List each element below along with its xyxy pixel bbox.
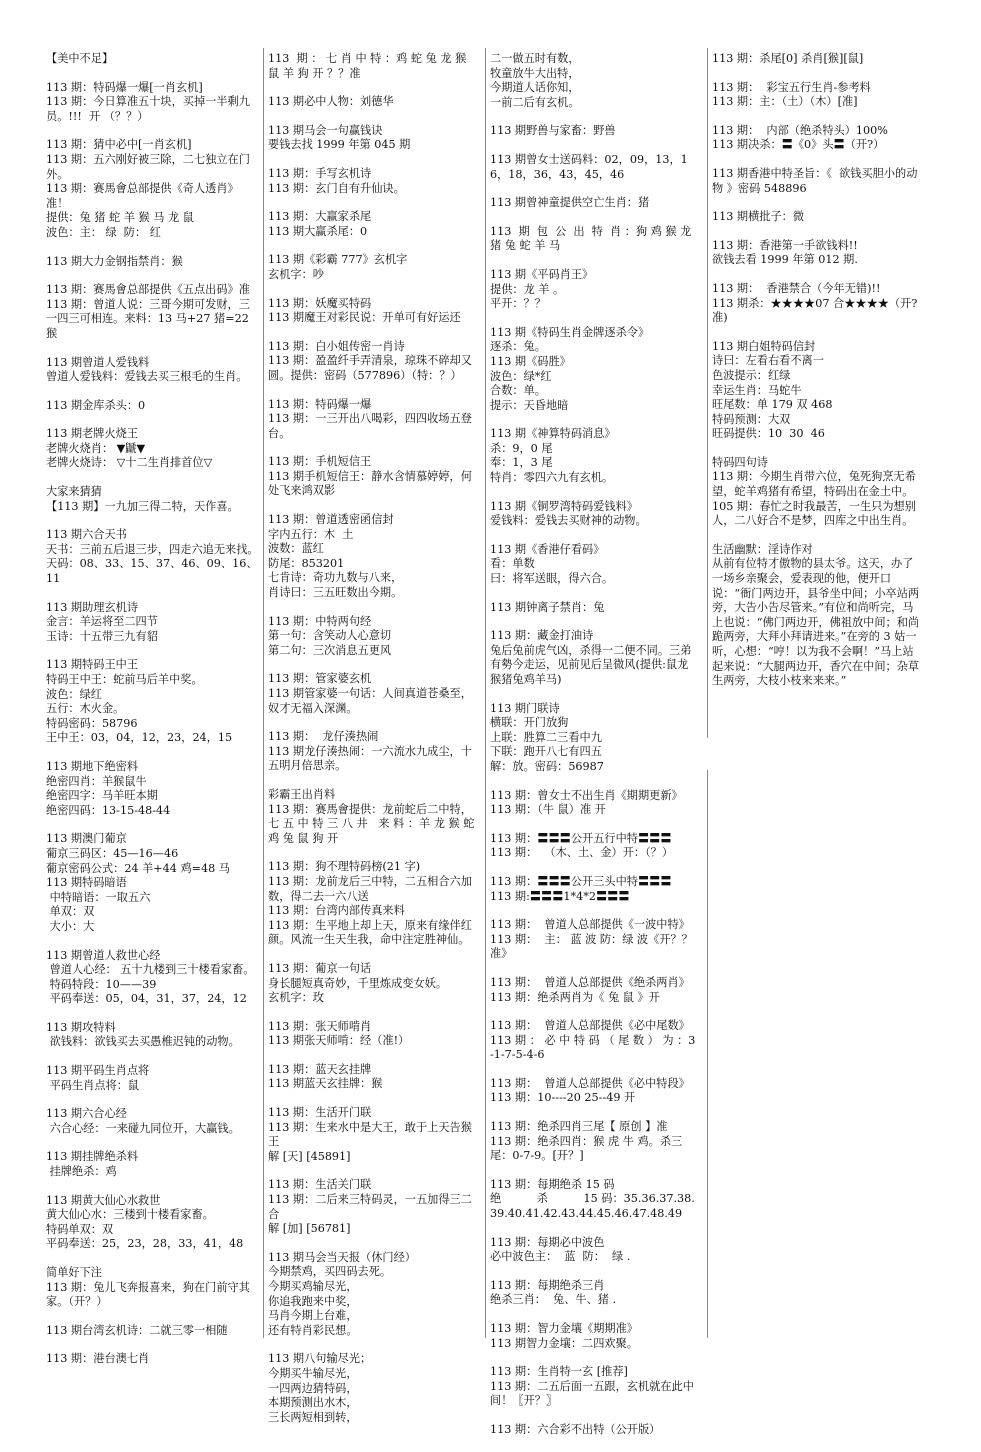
text-line: 113 期：曾女士不出生肖《期期更新》 — [490, 788, 683, 802]
text-block — [46, 1352, 260, 1367]
text-block — [490, 1077, 698, 1106]
text-block — [712, 81, 922, 110]
text-line: 113 期《平码肖王》 — [490, 267, 594, 281]
text-line: 113 期金库杀头：0 — [46, 398, 146, 412]
text-line: 113 期管家婆一句话：人间真道苍桑至，奴才无福入深渊。 — [268, 687, 472, 715]
text-block — [268, 1251, 476, 1339]
text-line: 今期禁鸡，买四码去死。 — [268, 1265, 392, 1279]
text-line: 【113 期】一九加三得二特，天作喜。 — [46, 499, 239, 513]
text-line: 必中波色主： 蓝 防： 绿 . — [490, 1250, 631, 1264]
text-line: 上联：胜算二三看中九 — [490, 730, 602, 744]
text-line: 彩霸王出肖料 — [268, 787, 336, 801]
text-line: 113 期：狗不理特码榜(21 字) — [268, 860, 421, 874]
text-line: 113 期《神算特码消息》 — [490, 427, 616, 441]
text-block — [490, 918, 698, 962]
text-block — [712, 456, 922, 529]
text-line: 你追我跑来中奖， — [268, 1294, 358, 1308]
text-line: 欲钱去看 1999 年第 012 期. — [712, 253, 858, 267]
text-line: 欲钱料：欲钱买去买愚椎迟钝的动物。 — [46, 1035, 240, 1049]
text-block — [46, 485, 260, 514]
text-line: 113 期六合心经 — [46, 1107, 127, 1121]
text-line: 113 期：港台澳七肖 — [46, 1352, 150, 1366]
text-line: 诗曰：左看右看不离一 — [712, 354, 824, 368]
text-line: 三长两短相到转， — [268, 1410, 358, 1424]
text-line: 113 期特码王中王 — [46, 658, 139, 672]
text-block — [46, 601, 260, 645]
text-line: 今期道人话你知， — [490, 81, 580, 95]
text-line: 波色：绿*红 — [490, 369, 552, 383]
text-block — [712, 543, 922, 689]
text-line: 六合心经：一来碰九同位开，大赢钱。 — [46, 1121, 240, 1135]
text-line: 113 期大力金钢指禁肖：猴 — [46, 254, 183, 268]
text-line: 玄机字：玫 — [268, 991, 324, 1005]
text-line: 113 期：特码爆一爆[一肖玄机] — [46, 80, 203, 94]
text-line: 113 期：二后来三特码灵，一五加得三二合 — [268, 1193, 472, 1221]
text-line: 113 期：今期生肖带六位，兔死狗烹无希望，蛇羊鸡猪有希望，特码出在金土中。 — [712, 470, 916, 499]
text-line: 113 期助理玄机诗 — [46, 600, 139, 614]
text-line: 今期买鸡输尽光， — [268, 1280, 358, 1293]
column-divider — [485, 48, 486, 1338]
text-line: 113 期：生活开门联 — [268, 1106, 372, 1120]
text-block — [46, 1266, 260, 1310]
text-line: 113 期张天师啃：经（准!） — [268, 1034, 410, 1048]
text-block — [490, 196, 698, 211]
text-line: 113 期： 内部（绝杀特头）100% — [712, 123, 888, 137]
text-block — [490, 1279, 698, 1308]
text-line: 113 期特码暗语 — [46, 876, 127, 890]
text-block — [712, 124, 922, 153]
text-block — [490, 1322, 698, 1351]
text-line: 113 期： 主： 蓝 波 防：绿 波《开？？准》 — [490, 932, 693, 961]
text-line: 113 期：绝杀四肖：猴 虎 牛 鸡。杀三尾：0-7-9。[开？] — [490, 1134, 683, 1163]
text-line: 113 期：智力金壤《期期准》 — [490, 1322, 638, 1335]
text-line: 113 期马会一句赢钱诀 — [268, 123, 383, 137]
text-line: 本期预测出水木， — [268, 1396, 358, 1410]
text-block — [46, 52, 260, 67]
text-line: 提供：兔 猪 蛇 羊 猴 马 龙 鼠 — [46, 211, 194, 225]
text-line: 要钱去找 1999 年第 045 期 — [268, 138, 411, 152]
text-line: 防尾：853201 — [268, 556, 345, 570]
text-block — [46, 138, 260, 240]
text-line: 提供：龙 羊 。 — [490, 282, 565, 296]
text-line: 曾道人心经： 五十九楼到三十楼看家畜。 — [46, 963, 255, 977]
text-line: 113 期：生平地上却上天，原来有缘伴红颜。风流一生天生我，命中注定胜神仙。 — [268, 918, 472, 947]
text-line: 113 期： 曾道人总部提供《必中尾数》 — [490, 1019, 690, 1033]
text-line: 马肖今期上台难， — [268, 1309, 358, 1323]
text-line: 大小：大 — [46, 919, 95, 933]
text-line: 113 期：绝杀四肖三尾【 原创 】准 — [490, 1120, 668, 1134]
text-line: 113 期：手写玄机诗 — [268, 166, 372, 180]
text-block — [268, 1063, 476, 1092]
text-line: 旺码提供：10 30 46 — [712, 427, 825, 441]
text-line: 113 期： （木、土、金）开：（？） — [490, 846, 674, 860]
text-line: 解 [天] [45891] — [268, 1149, 351, 1163]
text-line: 一前二后有玄机。 — [490, 95, 580, 109]
text-block — [268, 1352, 476, 1425]
text-line: 绝密四码：13-15-48-44 — [46, 803, 171, 817]
text-line: 113 期： 曾道人总部提供《绝杀两肖》 — [490, 975, 690, 989]
text-line: 113 期：香港第一手欲钱料!! — [712, 238, 858, 252]
text-block — [490, 500, 698, 529]
text-block — [490, 629, 698, 687]
text-line: 113 期：赛馬會总部提供《五点出码》准 — [46, 283, 250, 297]
text-line: 113 期野兽与家畜：野兽 — [490, 124, 616, 138]
text-line: 113 期《铜罗湾特码爱钱料》 — [490, 499, 638, 513]
text-block — [268, 210, 476, 239]
text-line: 爱钱料：爱钱去买财神的动物。 — [490, 514, 647, 528]
text-block — [268, 455, 476, 499]
text-block — [490, 268, 698, 312]
text-block — [268, 513, 476, 601]
text-line: 113 期：猜中必中[一肖玄机] — [46, 138, 192, 152]
text-line: 113 期必中人物：刘德华 — [268, 95, 394, 109]
text-line: 绝 杀 15 码：35.36.37.38.39.40.41.42.43.44.45.46.47.48.49 — [490, 1192, 695, 1221]
text-block — [46, 1324, 260, 1339]
text-column-1 — [46, 52, 260, 1381]
text-line: 113 期龙仔湊热闹：一六流水九成尘，十五明月倍思亲。 — [268, 744, 472, 773]
text-line: 113 期马会当天报（休门经） — [268, 1250, 416, 1264]
text-block — [268, 297, 476, 326]
text-line: 113 期：赛馬會提供：龙前蛇后二中特，七 五 中 特 三 八 井 来 料 ：羊 龙 猴 蛇 鸡 兔 鼠 狗 开 — [268, 802, 478, 845]
text-line: 逐杀：兔。 — [490, 340, 546, 354]
text-line: 解：放。密码：56987 — [490, 759, 604, 773]
text-line: 113 期大赢杀尾：0 — [268, 224, 368, 238]
text-line: 特码密码：58796 — [46, 716, 138, 730]
text-block — [268, 253, 476, 282]
text-line: 杀：9，0 尾 — [490, 441, 553, 455]
text-line: 特码特段：10——39 — [46, 977, 157, 991]
text-line: 113 期：每期绝杀 15 码 — [490, 1177, 615, 1191]
column-divider — [707, 770, 708, 1338]
text-line: 113 期 包 公 出 特 肖 ：狗 鸡 猴 龙 猪 兔 蛇 羊 马 — [490, 224, 695, 253]
text-line: 113 期：龙前龙后三中特，二五相合六加数，得二去一六八送 — [268, 874, 472, 903]
text-line: 合数：单。 — [490, 384, 546, 398]
text-line: 113 期魔王对彩民说：开单可有好运还 — [268, 311, 461, 325]
text-line: 色波提示：红绿 — [712, 368, 791, 382]
text-block — [46, 949, 260, 1007]
text-line: 【美中不足】 — [46, 52, 114, 65]
text-line: 113 期： 曾道人总部提供《必中特段》 — [490, 1076, 690, 1090]
text-line: 113 期曾道人爱钱料 — [46, 355, 150, 369]
text-line: 113 期：赛馬會总部提供《奇人透肖》准！ — [46, 182, 239, 210]
text-block — [268, 52, 476, 81]
text-line: 曰：将军送眼，得六合。 — [490, 572, 614, 586]
text-line: 113 期：手机短信王 — [268, 455, 372, 469]
text-block — [490, 326, 698, 414]
text-line: 113 期香港中特圣旨：《 欲钱买胆小的动物 》密码 548896 — [712, 166, 918, 195]
text-block — [490, 225, 698, 254]
text-line: 金言：羊运将至二四节 — [46, 615, 158, 629]
text-line: 113 期决杀：〓《0》头〓（开?） — [712, 138, 885, 152]
text-block — [490, 601, 698, 616]
text-line: 113 期门联诗 — [490, 701, 560, 715]
text-line: 还有特肖彩民想。 — [268, 1323, 358, 1337]
text-line: 曾道人爱钱料：爱钱去买三根毛的生肖。 — [46, 370, 248, 384]
text-block — [490, 1236, 698, 1265]
text-block — [46, 528, 260, 586]
text-block — [268, 340, 476, 384]
text-block — [712, 167, 922, 196]
text-block — [46, 81, 260, 125]
text-block — [268, 124, 476, 153]
text-line: 第一句：含笑动人心意切 — [268, 629, 392, 643]
text-line: 113 期：（牛 鼠）准 开 — [490, 803, 606, 817]
text-block — [46, 1194, 260, 1252]
text-line: 113 期：玄门自有升仙诀。 — [268, 181, 405, 195]
text-line: 113 期：盈盈纤手弄清泉，琼珠不碎却又圆。提供：密码（577896）（特：？） — [268, 354, 472, 382]
text-line: 波数：蓝红 — [268, 542, 324, 556]
text-line: 113 期六合天书 — [46, 528, 127, 542]
text-line: 平码奉送：05，04，31，37，24，12 — [46, 992, 247, 1006]
text-line: 113 期平码生肖点将 — [46, 1064, 150, 1078]
text-line: 113 期：大赢家杀尾 — [268, 210, 372, 224]
column-divider — [263, 48, 264, 1338]
text-line: 113 期：妖魔买特码 — [268, 296, 372, 310]
text-line: 113 期《香港仔看码》 — [490, 542, 605, 556]
text-line: 身长腿短真奇妙，千里炼成变女妖。 — [268, 976, 448, 990]
text-block — [268, 730, 476, 774]
text-line: 113 期：生活关门联 — [268, 1178, 372, 1192]
text-block — [46, 283, 260, 341]
text-line: 113 期老牌火烧王 — [46, 427, 139, 441]
text-line: 提示：天昏地暗 — [490, 398, 569, 412]
text-line: 113 期：每期绝杀三肖 — [490, 1278, 605, 1292]
text-block — [46, 1107, 260, 1136]
text-line: 113 期：〓〓〓公开五行中特〓〓〓 — [490, 831, 672, 845]
text-block — [490, 1423, 698, 1438]
text-block — [268, 398, 476, 442]
text-line: 113 期：中特两句经 — [268, 614, 372, 628]
text-line: 兔后兔前虎气凶，杀得一二便不同。三弟有勢今走运，见前见后呈微风(提供:鼠龙猴猪兔鸡羊马) — [490, 643, 692, 686]
text-column-3 — [490, 52, 698, 1452]
text-line: 113 期：五六刚好被三除，二七独立在门外。 — [46, 152, 250, 181]
text-line: 113 期攻特料 — [46, 1020, 116, 1034]
text-line: 葡京密码公式：24 羊+44 鸡=48 马 — [46, 861, 230, 875]
text-block — [46, 399, 260, 414]
text-line: 113 期：葡京一句话 — [268, 961, 372, 975]
text-line: 玄机字：吵 — [268, 267, 324, 281]
text-line: 113 期：台湾内部传真来料 — [268, 904, 405, 918]
text-line: 113 期 ： 必 中 特 码 （ 尾 数 ） 为 ：3-1-7-5-4-6 — [490, 1033, 696, 1062]
text-line: 113 期：每期必中波色 — [490, 1235, 605, 1249]
text-line: 平开：？？ — [490, 297, 546, 311]
text-block — [712, 340, 922, 442]
text-line: 字内五行：木 土 — [268, 527, 354, 541]
text-line: 葡京三码区：45—16—46 — [46, 846, 179, 860]
text-line: 113 期：〓〓〓公开三头中特〓〓〓 — [490, 874, 672, 888]
text-block — [490, 875, 698, 904]
text-block — [490, 427, 698, 485]
text-line: 113 期：绝杀两肖为《 兔 鼠 》开 — [490, 990, 660, 1004]
text-line: 113 期： 香港禁合（今年无错)!! — [712, 281, 881, 295]
text-block — [490, 1019, 698, 1063]
text-block — [46, 427, 260, 471]
text-line: 五行：木火金。 — [46, 702, 125, 716]
text-line: 平码奉送：25，23，28，33，41，48 — [46, 1237, 244, 1251]
text-block — [46, 356, 260, 385]
text-line: 幸运生肖：马蛇牛 — [712, 383, 802, 397]
text-line: 113 期：生肖特一玄 [推荐] — [490, 1365, 628, 1379]
text-block — [268, 1020, 476, 1049]
text-line: 113 期：白小姐传密一肖诗 — [268, 339, 405, 353]
text-line: 看：单数 — [490, 557, 535, 571]
text-line: 王中王：03，04，12，23，24，15 — [46, 731, 233, 745]
text-line: 天书：三前五后退三步，四走六追无来找。 — [46, 542, 259, 556]
text-line: 113 期八句输尽光； — [268, 1352, 372, 1366]
text-block — [490, 1120, 698, 1164]
text-line: 肖诗曰：三五旺数出今期。 — [268, 586, 403, 600]
text-line: 绝密四字：马羊旺本期 — [46, 789, 158, 803]
text-line: 113 期黄大仙心水救世 — [46, 1193, 161, 1207]
text-line: 大家来猜猜 — [46, 485, 102, 499]
text-line: 中特暗语：一取五六 — [46, 890, 151, 904]
text-block — [490, 789, 698, 818]
text-line: 113 期：特码爆一爆 — [268, 397, 372, 411]
text-block — [46, 760, 260, 818]
text-block — [268, 962, 476, 1006]
text-line: 113 期澳门葡京 — [46, 832, 127, 846]
text-block — [490, 976, 698, 1005]
text-line: 113 期：曾道人说：三哥今期可发财，三一四三可相连。来料：13 马+27 猪=22 猴 — [46, 297, 253, 340]
text-line: 从前有位特才傲物的县太爷。这天，办了一场乡亲聚会，爱表现的他，便开口说：“衙门两边开，县爷坐中间；小卒站两旁，大告小告尽管来。”有位和尚听完，马上也说：“佛门两边开，佛祖放中间；和尚跪两旁，大拜小拜请进来。”在旁的 3 姑一听，心想：“哼！以为我不会啊！”马上站起来说：“大腿两边开，香穴在中间；杂草生两旁，大枝小枝来来来。” — [712, 557, 920, 688]
text-block — [268, 615, 476, 659]
text-line: 113 期手机短信王：静水含情慕婷婷，何处飞来鸿双影 — [268, 469, 472, 498]
text-line: 113 期台湾玄机诗：二就三零一相随 — [46, 1323, 228, 1337]
text-line: 挂牌绝杀：鸡 — [46, 1165, 117, 1179]
text-line: 单双：双 — [46, 905, 95, 919]
text-block — [268, 1178, 476, 1236]
text-block — [46, 1064, 260, 1093]
text-line: 113 期《码胜》 — [490, 354, 571, 368]
text-line: 113 期曾道人救世心经 — [46, 948, 161, 962]
text-block — [268, 95, 476, 110]
text-block — [712, 52, 922, 67]
text-block — [490, 1178, 698, 1222]
text-line: 113 期： 彩宝五行生肖-参考料 — [712, 80, 871, 94]
text-line: 113 期：一三开出八喝彩，四四收场五登台。 — [268, 412, 472, 440]
text-line: 七肯诗：奇功九数与八来， — [268, 571, 403, 585]
text-line: 113 期钟离子禁肖：兔 — [490, 600, 605, 614]
text-block — [712, 282, 922, 326]
text-line: 老牌火烧诗： ▽十二生肖排首位▽ — [46, 456, 213, 470]
text-line: 113 期： 龙仔湊热闹 — [268, 730, 379, 744]
text-line: 113 期：主：（土）（木）[准] — [712, 95, 858, 109]
text-line: 黄大仙心水：三楼到十楼看家畜。 — [46, 1208, 214, 1222]
text-line: 113 期：兔儿飞奔报喜来，狗在门前守其家。（开？） — [46, 1280, 250, 1309]
text-line: 113 期：张天师啃肖 — [268, 1019, 372, 1033]
text-block — [490, 832, 698, 861]
text-line: 113 期白姐特码信封 — [712, 339, 816, 353]
text-line: 绝密四肖：羊猴鼠牛 — [46, 774, 147, 788]
text-line: 特肖：零四六九有玄机。 — [490, 471, 614, 485]
text-line: 113 期《彩霸 777》玄机字 — [268, 253, 408, 267]
text-line: 113 期 ： 七 肖 中 特 ：鸡 蛇 兔 龙 猴 鼠 羊 狗 开 ？？准 — [268, 52, 470, 80]
text-line: 波色：绿红 — [46, 687, 102, 701]
text-block — [490, 52, 698, 110]
text-line: 特码单双：双 — [46, 1222, 114, 1236]
text-line: 113 期：杀尾[0] 杀肖[猴][鼠] — [712, 52, 864, 65]
text-line: 牧童放牛大出特， — [490, 66, 580, 80]
text-block — [268, 860, 476, 948]
text-line: 玉诗：十五带三九有貂 — [46, 629, 158, 643]
text-line: 113 期：今日算准五十块，买掉一半剩九员。!!! 开 （？？） — [46, 95, 250, 123]
text-line: 113 期：藏金打油诗 — [490, 629, 594, 643]
text-block — [268, 167, 476, 196]
text-block — [490, 153, 698, 182]
text-line: 天码：08、33、15、37、46、09、16、11 — [46, 557, 258, 586]
text-line: 113 期： 曾道人总部提供《一波中特》 — [490, 918, 690, 932]
text-line: 113 期：管家婆玄机 — [268, 672, 372, 686]
text-line: 113 期智力金壤：二四欢聚。 — [490, 1336, 638, 1350]
text-block — [46, 658, 260, 746]
text-line: 一四两边猜特码， — [268, 1381, 358, 1395]
text-block — [490, 702, 698, 775]
text-line: 绝杀三肖： 兔、牛、猪 . — [490, 1293, 617, 1307]
text-line: 老牌火烧肖： ▼鼶▼ — [46, 441, 146, 455]
text-line: 113 期曾女士送码料：02，09，13，16，18，36，43，45，46 — [490, 152, 688, 181]
text-line: 113 期：蓝天玄挂牌 — [268, 1062, 372, 1076]
text-column-2 — [268, 52, 476, 1439]
text-block — [46, 832, 260, 934]
text-line: 奉：1，3 尾 — [490, 456, 553, 470]
text-line: 113 期横批子：微 — [712, 210, 805, 224]
text-column-4 — [712, 52, 922, 703]
text-line: 生活幽默：淫诗作对 — [712, 542, 813, 556]
text-line: 解 [加] [56781] — [268, 1222, 351, 1236]
text-block — [490, 543, 698, 587]
text-line: 旺尾数：单 179 双 468 — [712, 398, 833, 412]
text-block — [46, 1150, 260, 1179]
text-block — [268, 1106, 476, 1164]
text-block — [46, 255, 260, 270]
text-line: 横联：开门放狗 — [490, 716, 569, 730]
text-block — [490, 1365, 698, 1409]
text-line: 二一做五时有数， — [490, 52, 580, 65]
text-line: 113 期地下绝密料 — [46, 759, 139, 773]
text-line: 第二句：三次消息五更风 — [268, 643, 392, 657]
text-line: 113 期《特码生肖金牌逐杀令》 — [490, 325, 650, 339]
text-block — [712, 210, 922, 225]
text-line: 波色：主： 绿 防： 红 — [46, 225, 161, 239]
text-line: 113 期蓝天玄挂牌：猴 — [268, 1077, 383, 1091]
text-line: 113 期：六合彩不出特（公开版） — [490, 1422, 661, 1436]
text-line: 113 期：10----20 25--49 开 — [490, 1091, 636, 1105]
text-line: 113 期：曾道透密函信封 — [268, 513, 394, 527]
text-block — [46, 1021, 260, 1050]
text-line: 特码预测：大双 — [712, 412, 791, 426]
text-block — [268, 672, 476, 716]
text-block — [268, 788, 476, 846]
text-line: 105 期：春忙之时我最苦，一生只为想别人，二八好合不是梦，四库之中出生肖。 — [712, 499, 916, 528]
text-line: 113 期杀：★★★★07 合★★★★（开?准) — [712, 296, 918, 325]
text-line: 特码四句诗 — [712, 455, 768, 469]
text-line: 今期买牛输尽光， — [268, 1366, 358, 1380]
text-line: 简单好下注 — [46, 1266, 102, 1279]
text-line: 113 期挂牌绝杀料 — [46, 1150, 139, 1164]
text-block — [712, 239, 922, 268]
text-line: 特码王中王：蛇前马后羊中奖。 — [46, 673, 203, 686]
text-block — [490, 124, 698, 139]
text-line: 113 期曾神童提供空亡生肖：猪 — [490, 196, 650, 210]
text-line: 113 期：二五后面一五跟，玄机就在此中间！〖开？〗 — [490, 1379, 694, 1408]
column-divider — [707, 48, 708, 738]
text-line: 下联：跑开八七有四五 — [490, 745, 602, 759]
text-line: 113 期:〓〓〓1*4*2〓〓〓 — [490, 889, 630, 903]
text-line: 平码生肖点将：鼠 — [46, 1078, 140, 1092]
text-line: 113 期：生来水中是大王，敢于上天告猴王 — [268, 1120, 472, 1149]
